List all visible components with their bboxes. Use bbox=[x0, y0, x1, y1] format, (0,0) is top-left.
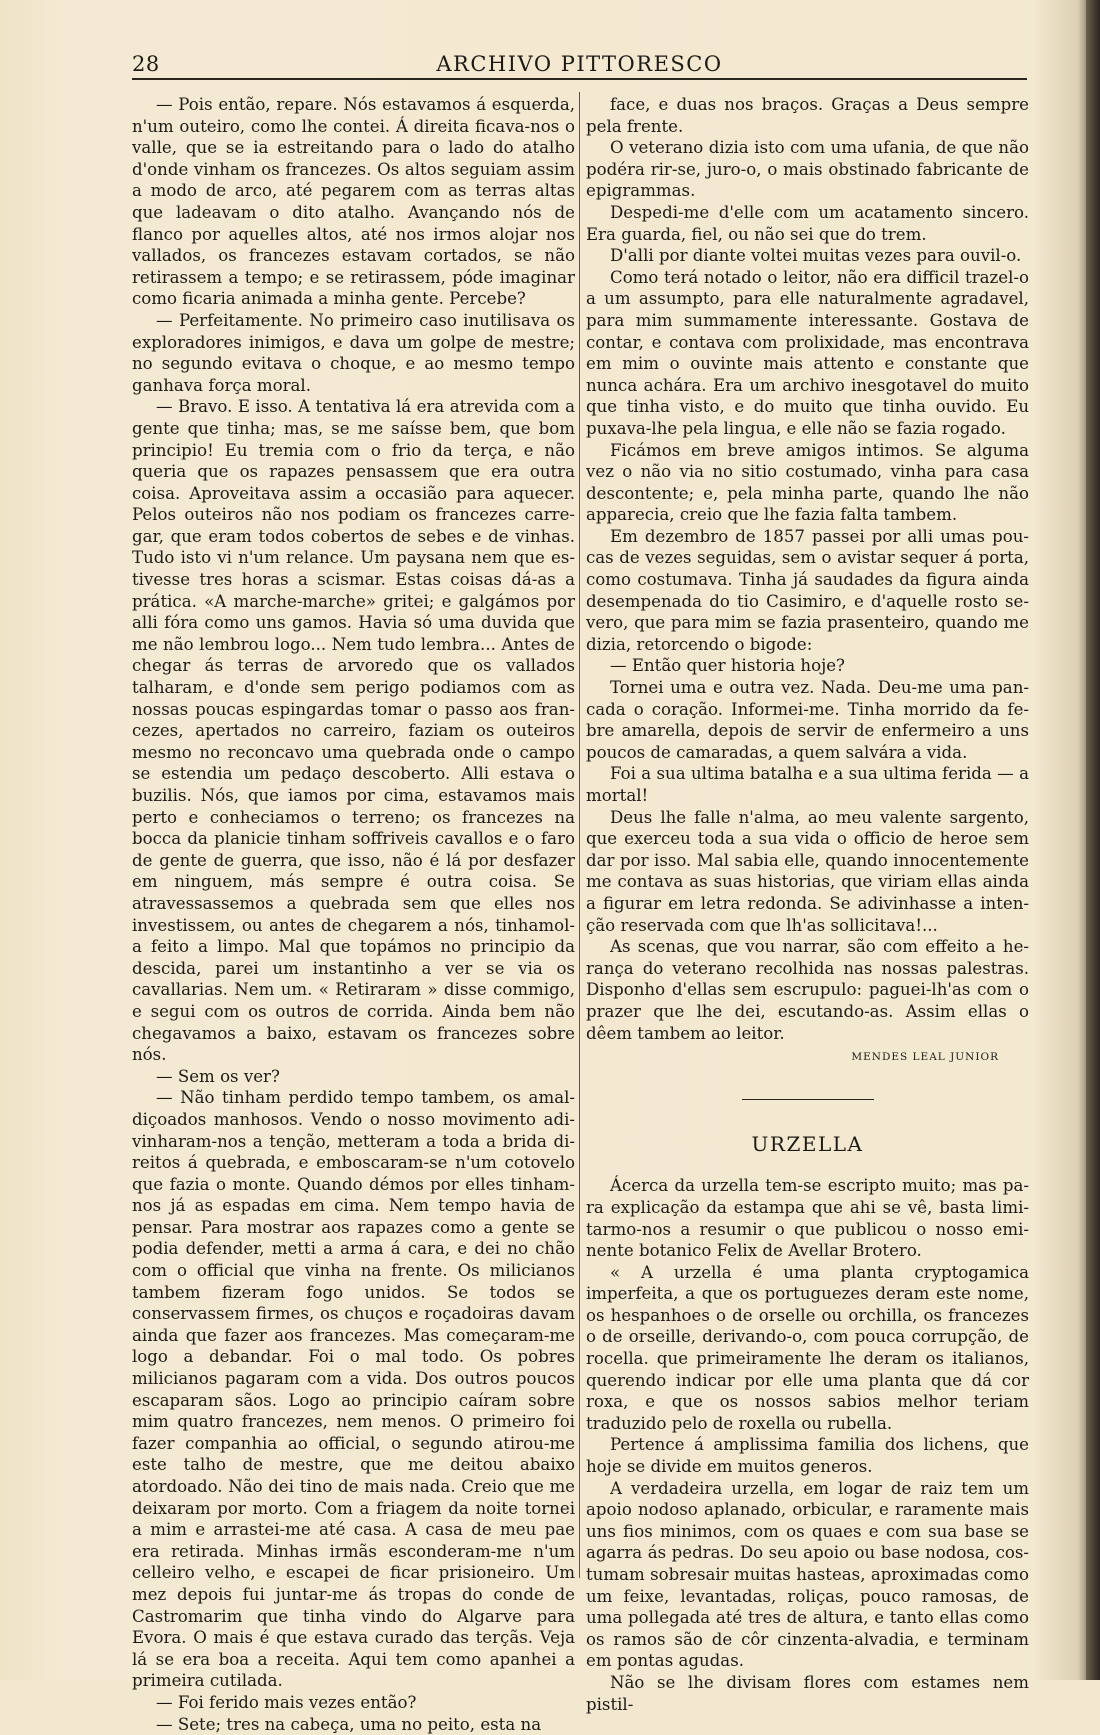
paragraph: — Então quer historia hoje? bbox=[610, 656, 845, 676]
header-rule bbox=[132, 78, 1027, 80]
paragraph: face, e duas nos braços. Graças a Deus sempre pela frente. bbox=[586, 95, 1029, 136]
paragraph: D'alli por diante voltei muitas vezes para ouvil-o. bbox=[610, 246, 1022, 266]
paragraph: — Sem os ver? bbox=[156, 1066, 280, 1086]
page-edge bbox=[1086, 0, 1100, 1680]
paragraph: Ficámos em breve amigos intimos. Se alguma vez o não via no sitio costumado, vinha para casa descontente; e, pela minha parte, quando lhe não apparecia, creio que lhe fazia falta tambem. bbox=[586, 440, 1029, 525]
column-divider bbox=[579, 92, 580, 1578]
paragraph: — Sete; tres na cabeça, uma no peito, esta na bbox=[156, 1714, 542, 1734]
paragraph: Foi a sua ultima batalha e a sua ultima ferida — a mortal! bbox=[586, 764, 1029, 805]
paragraph: Despedi-me d'elle com um acatamento sincero. Era guarda, fiel, ou não sei que do trem. bbox=[586, 202, 1029, 244]
left-column bbox=[132, 94, 575, 1734]
paragraph: — Perfeitamente. No primeiro caso inutilisava os exploradores inimigos, e dava um golpe de mestre; no segundo evitava o choque, e ao mesmo tempo ganhava força moral. bbox=[132, 310, 575, 395]
paragraph: — Foi ferido mais vezes então? bbox=[156, 1692, 417, 1712]
paragraph: Em dezembro de 1857 passei por alli umas poucas de vezes seguidas, sem o avistar sequer á porta, como costumava. Tinha já saudades da figura ainda desempenada do tio Casimiro, e d'aquelle rosto severo, que para mim se fazia prasenteiro, quando me dizia, retorcendo o bigode: bbox=[586, 526, 1029, 654]
paragraph: Pertence á amplissima familia dos lichens, que hoje se divide em muitos generos. bbox=[586, 1435, 1029, 1477]
paragraph: O veterano dizia isto com uma ufania, de que não podéra rir-se, juro-o, o mais obstinado fabricante de epigrammas. bbox=[586, 138, 1029, 201]
right-column bbox=[586, 94, 1029, 1715]
paragraph: A verdadeira urzella, em logar de raiz tem um apoio nodoso aplanado, orbicular, e raramente mais uns fios minimos, com os quaes e com sua base se agarra ás pedras. Do seu apoio ou base nodosa, costumam sobresair muitas hasteas, aproximadas como um feixe, levantadas, roliças, pouco ramosas, de uma pollegada até tres de altura, e tanto ellas como os ramos são de côr cinzenta-alvadia, e terminam em pontas agudas. bbox=[586, 1478, 1029, 1671]
paragraph: Deus lhe falle n'alma, ao meu valente sargento, que exerceu toda a sua vida o officio de heroe sem dar por isso. Mal sabia elle, quando innocentemente me contava as suas historias, que viriam ellas ainda a figurar em letra redonda. Se adivinhasse a intenção reservada com que lh'as sollicitava!... bbox=[586, 807, 1029, 935]
paragraph: « A urzella é uma planta cryptogamica imperfeita, a que os portuguezes deram este nome, os hespanhoes o de orselle ou orchilla, os francezes o de orseille, derivando-o, com pouca corrupção, de rocella. que primeiramente lhe deram os italianos, querendo indicar por elle uma planta que dá cor roxa, e que os nossos sabios melhor teriam traduzido pelo de roxella ou rubella. bbox=[586, 1262, 1029, 1433]
section-separator bbox=[742, 1099, 874, 1100]
paragraph: Como terá notado o leitor, não era difficil trazel-o a um assumpto, para elle naturalmente agradavel, para mim summamente interessante. Gostava de contar, e contava com prolixidade, mas encontrava em mim o ouvinte mais attento e constante que nunca achára. Era um archivo inesgotavel do muito que tinha visto, e do muito que tinha ouvido. Eu puxava-lhe pela lingua, e elle não se fazia rogado. bbox=[586, 267, 1029, 438]
paragraph: — Pois então, repare. Nós estavamos á esquerda, n'um outeiro, como lhe contei. Á direita ficava-nos o valle, que se ia estreitando para o lado do atalho d'onde vinham os francezes. Os altos seguiam assim a modo de arco, até pegarem com as terras altas que ladeavam o dito atalho. Avançando nós de flanco por aquelles altos, até nos irmos alojar nos vallados, os francezes estavam cortados, se não retirassem a tempo; e se retirassem, póde imaginar como ficaria animada a minha gente. Percebe? bbox=[132, 95, 575, 309]
paragraph: Não se lhe divisam flores com estames nem pistil- bbox=[586, 1672, 1029, 1714]
page-number: 28 bbox=[132, 52, 160, 76]
paragraph: As scenas, que vou narrar, são com effeito a herança do veterano recolhida nas nossas palestras. Disponho d'ellas sem escrupulo: paguei-lh'as com o prazer que lhe dei, escutando-as. Assim ellas o dêem tambem ao leitor. bbox=[586, 937, 1029, 1043]
paragraph: Tornei uma e outra vez. Nada. Deu-me uma pancada o coração. Informei-me. Tinha morrido da febre amarella, depois de servir de enfermeiro a uns poucos de camaradas, a quem salvára a vida. bbox=[586, 678, 1029, 762]
paragraph: Ácerca da urzella tem-se escripto muito; mas para explicação da estampa que ahi se vê, basta limitarmo-nos a resumir o que publicou o nosso eminente botanico Felix de Avellar Brotero. bbox=[586, 1176, 1029, 1261]
paragraph: — Bravo. E isso. A tentativa lá era atrevida com a gente que tinha; mas, se me saísse bem, que bom principio! Eu tremia com o frio da terça, e não queria que os rapazes pensassem que era outra coisa. Aproveitava assim a occasião para aquecer. Pelos outeiros não nos podiam os francezes carregar, que eram todos cobertos de sebes e de vinhas. Tudo isto vi n'um relance. Um paysana nem que estivesse tres horas a scismar. Estas coisas dá-as a prática. «A marche-marche» gritei; e galgámos por alli fóra como uns gamos. Havia só uma duvida que me não lembrou logo... Nem tudo lembra... Antes de chegar ás terras de arvoredo que os vallados talharam, e d'onde sem perigo podiamos com as nossas poucas espingardas tomar o passo aos francezes, apertados no carreiro, faziam os outeiros mesmo no reconcavo uma quebrada onde o campo se estendia um pedaço descoberto. Alli estava o buzilis. Nós, que iamos por cima, estavamos mais perto e conheciamos o terreno; os francezes na bocca da planicie tinham soffriveis cavallos e o faro de gente de guerra, que isso, não é lá por desfazer em ninguem, más sempre é outra coisa. Se atravessassemos a quebrada sem que elles nos investissem, ou antes de chegarem a nós, tinhamol-a feito a limpo. Mal que topámos no principio da descida, parei um instantinho a ver se via os cavallarias. Nem um. « Retiraram » disse commigo, e segui com os outros de corrida. Ainda bem não chegavamos a baixo, estavam os francezes sobre nós. bbox=[132, 397, 575, 1065]
author-signature: MENDES LEAL JUNIOR bbox=[851, 1051, 999, 1064]
page-header bbox=[132, 52, 1027, 80]
running-title: ARCHIVO PITTORESCO bbox=[436, 52, 723, 76]
paragraph: — Não tinham perdido tempo tambem, os amaldiçoados manhosos. Vendo o nosso movimento adivinharam-nos a tenção, metteram a toda a brida direitos á quebrada, e emboscaram-se n'um cotovelo que fazia o monte. Quando démos por elles tinhamnos já as espadas em cima. Nem tempo havia de pensar. Para mostrar aos rapazes como a gente se podia defender, metti a arma á cara, e dei no chão com o official que vinha na frente. Os milicianos tambem fizeram fogo unidos. Se todos se conservassem firmes, os chuços e roçadoiras davam ainda que fazer aos francezes. Mas começaram-me logo a debandar. Foi o mal todo. Os pobres milicianos pagaram com a vida. Dos outros poucos escaparam sãos. Logo ao principio caíram sobre mim quatro francezes, nem menos. O primeiro foi fazer companhia ao official, o segundo atirou-me este talho de mestre, que me deitou abaixo atordoado. Não dei tino de mais nada. Creio que me deixaram por morto. Com a friagem da noite tornei a mim e arrastei-me até casa. A casa de meu pae era retirada. Minhas irmãs esconderam-me n'um celleiro velho, e escapei de ficar prisioneiro. Um mez depois fui juntar-me ás tropas do conde de Castromarim que tinha vindo do Algarve para Evora. O mais é que estava curado das terçãs. Veja lá se era boa a receita. Aqui tem como apanhei a primeira cutilada. bbox=[132, 1088, 575, 1691]
section-title: URZELLA bbox=[751, 1131, 864, 1156]
